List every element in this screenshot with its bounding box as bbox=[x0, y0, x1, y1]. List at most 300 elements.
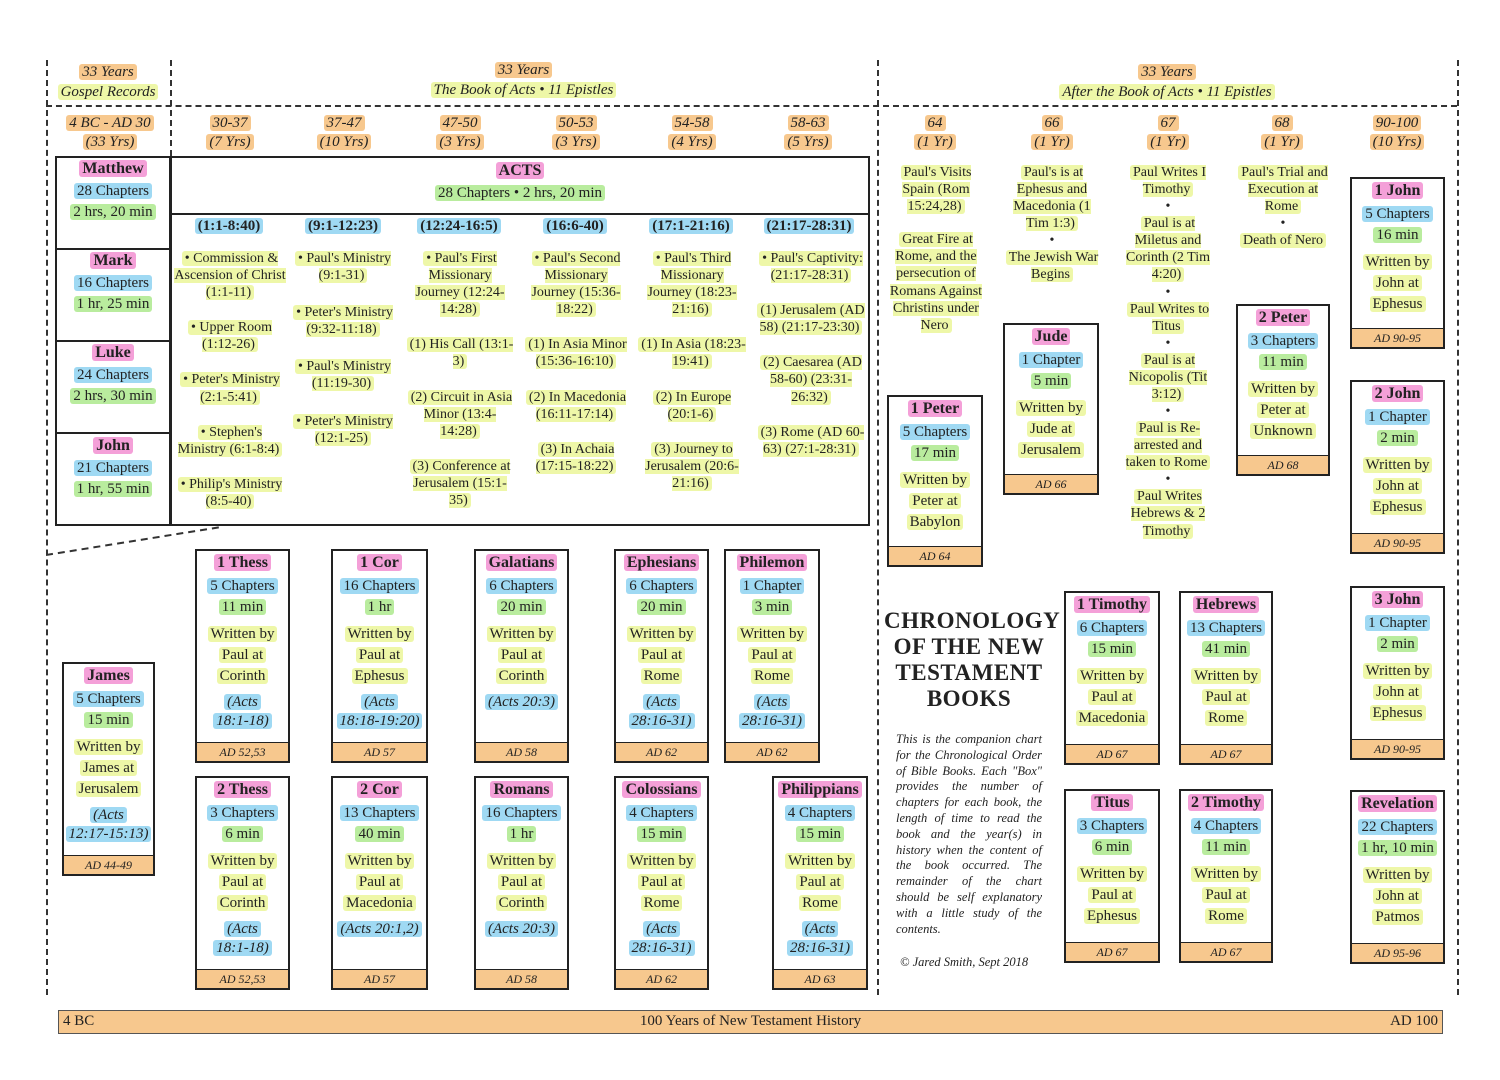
book-place: Ephesus bbox=[1084, 908, 1140, 924]
acts-topic: (2) In Europe (20:1-6) bbox=[653, 390, 731, 422]
book-name: Romans bbox=[490, 781, 552, 798]
acts-column-1 bbox=[174, 250, 286, 526]
book-reference: 12:17-15:13) bbox=[66, 826, 152, 842]
book-chapters: 28 Chapters bbox=[74, 183, 152, 199]
frame-right bbox=[1457, 60, 1459, 995]
title-line: OF THE NEW bbox=[893, 634, 1045, 659]
book-name: 3 John bbox=[1372, 591, 1424, 608]
book-chapters: 16 Chapters bbox=[482, 805, 560, 821]
acts-topic: • Paul's First Missionary Journey (12:24-14:28) bbox=[415, 251, 505, 318]
book-chapters: 1 Chapter bbox=[1019, 352, 1084, 368]
book-date: AD 52,53 bbox=[197, 969, 288, 988]
book-reference: 28:16-31) bbox=[629, 713, 695, 729]
book-chapters: 3 Chapters bbox=[1248, 333, 1319, 349]
book-time: 6 min bbox=[222, 826, 263, 842]
book-place: Ephesus bbox=[1370, 499, 1426, 515]
book-author: Written by bbox=[345, 626, 415, 642]
period-after-68 bbox=[1242, 114, 1322, 152]
book-time: 1 hr bbox=[365, 599, 395, 615]
era-after-label: After the Book of Acts • 11 Epistles bbox=[1059, 84, 1274, 100]
acts-column-4 bbox=[522, 250, 630, 491]
book-chapters: 5 Chapters bbox=[207, 578, 278, 594]
book-place: Corinth bbox=[496, 668, 548, 684]
acts-topic: • Peter's Ministry (9:32-11:18) bbox=[293, 305, 393, 337]
book-chapters: 13 Chapters bbox=[1187, 620, 1265, 636]
book-name: James bbox=[84, 667, 133, 684]
book-chapters: 1 Chapter bbox=[1365, 615, 1430, 631]
book-place: Jerusalem bbox=[76, 781, 142, 797]
book-reference: (Acts bbox=[802, 921, 839, 937]
book-chapters: 21 Chapters bbox=[74, 460, 152, 476]
book-author: Written by bbox=[900, 472, 970, 488]
acts-column-3 bbox=[406, 250, 514, 525]
event-text: Paul is at Miletus and Corinth (2 Tim 4:20) bbox=[1125, 216, 1211, 283]
book-date: AD 67 bbox=[1066, 942, 1158, 961]
book-name: 2 John bbox=[1372, 385, 1424, 402]
gospel-john bbox=[55, 435, 171, 499]
book-author: Written by bbox=[627, 853, 697, 869]
book-author: Written by bbox=[1363, 867, 1433, 883]
book-name: Hebrews bbox=[1193, 596, 1259, 613]
acts-title: ACTS bbox=[496, 162, 545, 179]
book-author: Written by bbox=[627, 626, 697, 642]
period-duration: (1 Yr) bbox=[1031, 134, 1072, 150]
book-author: Written by bbox=[1016, 400, 1086, 416]
section-label: (17:1-21:16) bbox=[649, 218, 732, 234]
book-name: 2 Peter bbox=[1256, 309, 1310, 326]
book-chapters: 4 Chapters bbox=[785, 805, 856, 821]
event-text: The Jewish War Begins bbox=[1006, 250, 1099, 282]
event-bullet: • bbox=[1165, 404, 1171, 420]
book-reference: (Acts bbox=[224, 921, 261, 937]
book-time: 16 min bbox=[1373, 227, 1421, 243]
book-chapters: 22 Chapters bbox=[1358, 819, 1436, 835]
period-duration: (1 Yr) bbox=[914, 134, 955, 150]
acts-section-3 bbox=[404, 218, 514, 235]
era-gospel-years: 33 Years bbox=[79, 64, 137, 80]
gospel-matthew bbox=[55, 158, 171, 222]
acts-topic: (3) In Achaia (17:15-18:22) bbox=[535, 441, 615, 474]
book-date: AD 52,53 bbox=[197, 742, 288, 761]
book-reference: (Acts bbox=[643, 921, 680, 937]
book-name: Mark bbox=[90, 252, 135, 269]
event-bullet: • bbox=[1049, 233, 1055, 249]
book-author: Written by bbox=[1363, 457, 1433, 473]
book-titus bbox=[1064, 789, 1160, 963]
section-label: (21:17-28:31) bbox=[764, 218, 855, 234]
book-chapters: 5 Chapters bbox=[900, 424, 971, 440]
book-place: Ephesus bbox=[1370, 705, 1426, 721]
acts-summary: 28 Chapters • 2 hrs, 20 min bbox=[435, 185, 605, 201]
period-years: 58-63 bbox=[788, 115, 829, 131]
period-years: 64 bbox=[925, 115, 946, 131]
book-name: 1 Thess bbox=[214, 554, 271, 571]
book-date: AD 66 bbox=[1005, 474, 1097, 493]
event-text: Great Fire at Rome, and the persecution of Romans Against Christins under Nero bbox=[889, 232, 983, 333]
acts-topic: (3) Journey to Jerusalem (20:6-21:16) bbox=[645, 441, 739, 491]
book-author: Written by bbox=[785, 853, 855, 869]
acts-topic: • Peter's Ministry (2:1-5:41) bbox=[180, 372, 280, 404]
book-date: AD 95-96 bbox=[1352, 943, 1443, 962]
book-author: John at bbox=[1373, 478, 1422, 494]
book-date: AD 62 bbox=[616, 742, 707, 761]
book-chapters: 1 Chapter bbox=[740, 578, 805, 594]
gospel-mark bbox=[55, 250, 171, 314]
period-years: 66 bbox=[1042, 115, 1063, 131]
book-time: 1 hr, 25 min bbox=[74, 296, 153, 312]
event-text: Death of Nero bbox=[1240, 233, 1326, 248]
book-chapters: 5 Chapters bbox=[1362, 206, 1433, 222]
acts-section-4 bbox=[520, 218, 630, 235]
book-place: Corinth bbox=[217, 668, 269, 684]
book-time: 20 min bbox=[637, 599, 685, 615]
section-label: (1:1-8:40) bbox=[195, 218, 263, 234]
book-date: AD 67 bbox=[1181, 744, 1271, 763]
event-bullet: • bbox=[1165, 335, 1171, 351]
acts-topic: • Paul's Ministry (9:1-31) bbox=[295, 251, 391, 283]
book-hebrews bbox=[1179, 591, 1273, 765]
book-name: 1 Timothy bbox=[1074, 596, 1150, 613]
book-place: Macedonia bbox=[343, 895, 416, 911]
book-time: 2 min bbox=[1377, 430, 1418, 446]
acts-topic: • Peter's Ministry (12:1-25) bbox=[293, 414, 393, 446]
book-time: 1 hr, 55 min bbox=[74, 481, 153, 497]
book-time: 5 min bbox=[1031, 373, 1072, 389]
events-64 bbox=[888, 164, 984, 334]
book-date: AD 90-95 bbox=[1352, 533, 1443, 552]
acts-section-1 bbox=[174, 218, 284, 235]
event-text: Paul's is at Ephesus and Macedonia (1 Tim 1:3) bbox=[1013, 165, 1091, 232]
period-after-67 bbox=[1128, 114, 1208, 152]
timeline-start: 4 BC bbox=[63, 1013, 95, 1029]
book-author: Written by bbox=[1191, 668, 1261, 684]
book-place: Rome bbox=[641, 668, 683, 684]
acts-topic: • Paul's Third Missionary Journey (18:23-21:16) bbox=[647, 251, 737, 318]
period-years: 67 bbox=[1158, 115, 1179, 131]
acts-topic: • Upper Room (1:12-26) bbox=[188, 320, 272, 352]
book-author: John at bbox=[1373, 275, 1422, 291]
timeline-label: 100 Years of New Testament History bbox=[639, 1013, 862, 1029]
acts-topic: (1) His Call (13:1-3) bbox=[407, 337, 514, 369]
book-philippians bbox=[772, 776, 868, 990]
book-author: Written by bbox=[737, 626, 807, 642]
era-after-years: 33 Years bbox=[1138, 64, 1196, 80]
book-ephesians bbox=[614, 549, 709, 763]
gospel-luke bbox=[55, 342, 171, 406]
book-chapters: 16 Chapters bbox=[340, 578, 418, 594]
book-colossians bbox=[614, 776, 709, 990]
book-name: 2 Thess bbox=[214, 781, 271, 798]
event-text: Paul's Visits Spain (Rom 15:24,28) bbox=[902, 165, 972, 215]
book-name: Galatians bbox=[486, 554, 558, 571]
book-reference: 28:16-31) bbox=[629, 940, 695, 956]
period-years: 30-37 bbox=[210, 115, 251, 131]
book-place: Rome bbox=[641, 895, 683, 911]
book-3-john bbox=[1350, 586, 1445, 760]
acts-topic: (2) In Macedonia (16:11-17:14) bbox=[526, 390, 626, 422]
period-acts-2 bbox=[294, 114, 394, 152]
book-author: Paul at bbox=[1088, 887, 1135, 903]
book-name: 1 Peter bbox=[908, 400, 962, 417]
book-time: 15 min bbox=[84, 712, 132, 728]
book-chapters: 6 Chapters bbox=[1077, 620, 1148, 636]
acts-section-5 bbox=[636, 218, 746, 235]
book-date: AD 90-95 bbox=[1352, 739, 1443, 758]
book-reference: (Acts bbox=[224, 694, 261, 710]
book-author: Jude at bbox=[1027, 421, 1075, 437]
book-reference: 18:1-18) bbox=[213, 713, 272, 729]
event-bullet: • bbox=[1165, 472, 1171, 488]
acts-topic: • Paul's Second Missionary Journey (15:36-18:22) bbox=[531, 251, 621, 318]
book-author: Paul at bbox=[219, 874, 266, 890]
book-author: John at bbox=[1373, 684, 1422, 700]
acts-topic: • Stephen's Ministry (6:1-8:4) bbox=[178, 425, 283, 457]
event-text: Paul's Trial and Execution at Rome bbox=[1238, 165, 1328, 214]
book-chapters: 6 Chapters bbox=[626, 578, 697, 594]
book-place: Jerusalem bbox=[1018, 442, 1084, 458]
book-1-timothy bbox=[1064, 591, 1160, 765]
acts-topic: (3) Conference at Jerusalem (15:1-35) bbox=[410, 459, 511, 508]
section-label: (16:6-40) bbox=[543, 218, 606, 234]
book-date: AD 58 bbox=[476, 742, 567, 761]
book-chapters: 6 Chapters bbox=[486, 578, 557, 594]
book-place: Rome bbox=[799, 895, 841, 911]
book-author: Paul at bbox=[498, 874, 545, 890]
book-james bbox=[62, 662, 155, 876]
event-text: Paul Writes to Titus bbox=[1127, 302, 1209, 334]
book-time: 11 min bbox=[219, 599, 267, 615]
book-chapters: 24 Chapters bbox=[74, 367, 152, 383]
book-time: 1 hr, 10 min bbox=[1358, 840, 1437, 856]
period-years: 50-53 bbox=[556, 115, 597, 131]
book-author: Written by bbox=[208, 853, 278, 869]
section-label: (9:1-12:23) bbox=[305, 218, 381, 234]
book-name: Jude bbox=[1032, 328, 1071, 345]
chart-title bbox=[884, 608, 1061, 712]
book-date: AD 64 bbox=[889, 546, 981, 565]
book-time: 6 min bbox=[1092, 839, 1133, 855]
book-1-thess bbox=[195, 549, 290, 763]
book-time: 3 min bbox=[752, 599, 793, 615]
book-revelation bbox=[1350, 790, 1445, 964]
book-name: Colossians bbox=[622, 781, 700, 798]
title-line: BOOKS bbox=[926, 686, 1012, 711]
book-reference: (Acts bbox=[643, 694, 680, 710]
book-place: Rome bbox=[1205, 710, 1247, 726]
period-years: 4 BC - AD 30 bbox=[66, 115, 153, 131]
book-1-peter bbox=[887, 395, 983, 567]
period-after-66 bbox=[1012, 114, 1092, 152]
book-reference: (Acts 20:3) bbox=[485, 694, 558, 710]
book-time: 2 hrs, 30 min bbox=[70, 388, 155, 404]
event-bullet: • bbox=[1165, 284, 1171, 300]
period-years: 37-47 bbox=[324, 115, 365, 131]
book-time: 41 min bbox=[1202, 641, 1250, 657]
book-reference: (Acts 20:1,2) bbox=[337, 921, 421, 937]
book-author: Paul at bbox=[1202, 887, 1249, 903]
book-time: 17 min bbox=[911, 445, 959, 461]
book-1-john bbox=[1350, 177, 1445, 349]
book-time: 15 min bbox=[637, 826, 685, 842]
book-2-timothy bbox=[1179, 789, 1273, 963]
book-date: AD 68 bbox=[1238, 455, 1328, 474]
period-acts-6 bbox=[758, 114, 858, 152]
period-acts-1 bbox=[180, 114, 280, 152]
book-author: Written by bbox=[1191, 866, 1261, 882]
acts-topic: • Paul's Ministry (11:19-30) bbox=[295, 359, 391, 391]
book-place: Unknown bbox=[1250, 423, 1315, 439]
book-name: Luke bbox=[92, 344, 134, 361]
book-reference: (Acts bbox=[90, 807, 127, 823]
book-author: Paul at bbox=[638, 874, 685, 890]
book-philemon bbox=[724, 549, 820, 763]
event-text: Paul Writes I Timothy bbox=[1130, 165, 1206, 197]
book-place: Ephesus bbox=[1370, 296, 1426, 312]
book-chapters: 4 Chapters bbox=[1191, 818, 1262, 834]
book-2-john bbox=[1350, 380, 1445, 554]
book-author: Written by bbox=[1248, 381, 1318, 397]
book-place: Ephesus bbox=[352, 668, 408, 684]
acts-topic: (2) Caesarea (AD 58-60) (23:31-26:32) bbox=[760, 355, 862, 404]
period-years: 90-100 bbox=[1373, 115, 1422, 131]
acts-topic: (2) Circuit in Asia Minor (13:4-14:28) bbox=[408, 390, 513, 439]
events-67 bbox=[1120, 164, 1216, 540]
period-duration: (1 Yr) bbox=[1261, 134, 1302, 150]
acts-header bbox=[170, 160, 870, 204]
event-bullet: • bbox=[1165, 199, 1171, 215]
book-1-cor bbox=[331, 549, 428, 763]
acts-topic: • Philip's Ministry (8:5-40) bbox=[178, 477, 283, 509]
book-author: Written by bbox=[1363, 663, 1433, 679]
book-date: AD 57 bbox=[333, 742, 426, 761]
acts-topic: • Commission & Ascension of Christ (1:1-11) bbox=[174, 251, 286, 301]
chart-credit: © Jared Smith, Sept 2018 bbox=[900, 955, 1029, 969]
book-author: Peter at bbox=[1257, 402, 1308, 418]
book-name: Philemon bbox=[737, 554, 808, 571]
book-author: Written by bbox=[345, 853, 415, 869]
book-reference: (Acts 20:3) bbox=[485, 921, 558, 937]
book-2-peter bbox=[1236, 304, 1330, 476]
book-chapters: 4 Chapters bbox=[626, 805, 697, 821]
book-date: AD 67 bbox=[1066, 744, 1158, 763]
acts-section-6 bbox=[752, 218, 866, 235]
book-chapters: 13 Chapters bbox=[340, 805, 418, 821]
section-label: (12:24-16:5) bbox=[417, 218, 500, 234]
period-duration: (5 Yrs) bbox=[784, 134, 831, 150]
acts-header-divider bbox=[170, 213, 870, 215]
era-acts-years: 33 Years bbox=[495, 62, 553, 78]
title-line: CHRONOLOGY bbox=[884, 608, 1061, 633]
book-author: James at bbox=[80, 760, 137, 776]
period-after-90 bbox=[1352, 114, 1442, 152]
book-author: Paul at bbox=[1202, 689, 1249, 705]
event-text: Paul is at Nicopolis (Tit 3:12) bbox=[1128, 352, 1208, 402]
period-duration: (33 Yrs) bbox=[83, 134, 138, 150]
era-gospel-label: Gospel Records bbox=[58, 84, 159, 100]
book-galatians bbox=[474, 549, 569, 763]
book-chapters: 1 Chapter bbox=[1365, 409, 1430, 425]
period-duration: (10 Yrs) bbox=[1370, 134, 1425, 150]
event-text: Paul Writes Hebrews & 2 Timothy bbox=[1130, 489, 1206, 539]
book-author: Paul at bbox=[219, 647, 266, 663]
period-years: 47-50 bbox=[440, 115, 481, 131]
book-chapters: 5 Chapters bbox=[73, 691, 144, 707]
timeline-end: AD 100 bbox=[1390, 1013, 1438, 1029]
book-time: 15 min bbox=[796, 826, 844, 842]
book-author: Paul at bbox=[356, 874, 403, 890]
period-duration: (4 Yrs) bbox=[668, 134, 715, 150]
book-2-thess bbox=[195, 776, 290, 990]
acts-topic: (1) In Asia Minor (15:36-16:10) bbox=[525, 337, 626, 369]
period-after-64 bbox=[895, 114, 975, 152]
era-gospel bbox=[46, 62, 170, 102]
acts-topic: (1) In Asia (18:23-19:41) bbox=[638, 337, 746, 369]
book-name: 1 Cor bbox=[357, 554, 402, 571]
book-time: 11 min bbox=[1259, 354, 1307, 370]
period-years: 68 bbox=[1272, 115, 1293, 131]
book-place: Corinth bbox=[217, 895, 269, 911]
book-author: Written by bbox=[1077, 866, 1147, 882]
book-romans bbox=[474, 776, 569, 990]
book-time: 1 hr bbox=[507, 826, 537, 842]
book-chapters: 3 Chapters bbox=[1077, 818, 1148, 834]
acts-column-2 bbox=[292, 250, 394, 463]
period-acts-3 bbox=[410, 114, 510, 152]
book-time: 2 min bbox=[1377, 636, 1418, 652]
book-time: 20 min bbox=[497, 599, 545, 615]
book-date: AD 62 bbox=[726, 742, 818, 761]
book-time: 40 min bbox=[355, 826, 403, 842]
period-duration: (1 Yr) bbox=[1147, 134, 1188, 150]
period-acts-4 bbox=[526, 114, 626, 152]
book-name: 2 Timothy bbox=[1188, 794, 1264, 811]
book-name: 1 John bbox=[1372, 182, 1424, 199]
era-acts-label: The Book of Acts • 11 Epistles bbox=[431, 82, 617, 98]
divider bbox=[55, 432, 171, 434]
title-line: TESTAMENT bbox=[895, 660, 1043, 685]
book-date: AD 44-49 bbox=[64, 855, 153, 874]
book-place: Rome bbox=[751, 668, 793, 684]
book-reference: 28:16-31) bbox=[739, 713, 805, 729]
book-name: Ephesians bbox=[624, 554, 699, 571]
period-duration: (3 Yrs) bbox=[436, 134, 483, 150]
book-date: AD 57 bbox=[333, 969, 426, 988]
book-date: AD 67 bbox=[1181, 942, 1271, 961]
book-date: AD 63 bbox=[774, 969, 866, 988]
book-author: Paul at bbox=[356, 647, 403, 663]
timeline-bar bbox=[58, 1010, 1443, 1034]
book-author: Paul at bbox=[638, 647, 685, 663]
book-author: Written by bbox=[487, 626, 557, 642]
book-date: AD 90-95 bbox=[1352, 328, 1443, 347]
era-after bbox=[877, 62, 1457, 102]
period-duration: (7 Yrs) bbox=[206, 134, 253, 150]
book-date: AD 62 bbox=[616, 969, 707, 988]
book-name: John bbox=[93, 437, 133, 454]
acts-column-6 bbox=[756, 250, 866, 474]
book-time: 15 min bbox=[1088, 641, 1136, 657]
book-author: Written by bbox=[487, 853, 557, 869]
chart-description: This is the companion chart for the Chronological Order of Bible Books. Each "Box" provides the number of chapters for each book, the length of time to read the book and the year(s) in history when the content of the book occurred. The remainder of the chart should be self explanatory with a little study of the contents. bbox=[896, 732, 1042, 936]
era-acts bbox=[170, 60, 877, 100]
book-chapters: 16 Chapters bbox=[74, 275, 152, 291]
book-author: Paul at bbox=[498, 647, 545, 663]
period-gospel bbox=[50, 114, 170, 152]
book-name: Matthew bbox=[79, 160, 146, 177]
book-2-cor bbox=[331, 776, 428, 990]
event-bullet: • bbox=[1280, 216, 1286, 232]
book-name: Philippians bbox=[778, 781, 861, 798]
